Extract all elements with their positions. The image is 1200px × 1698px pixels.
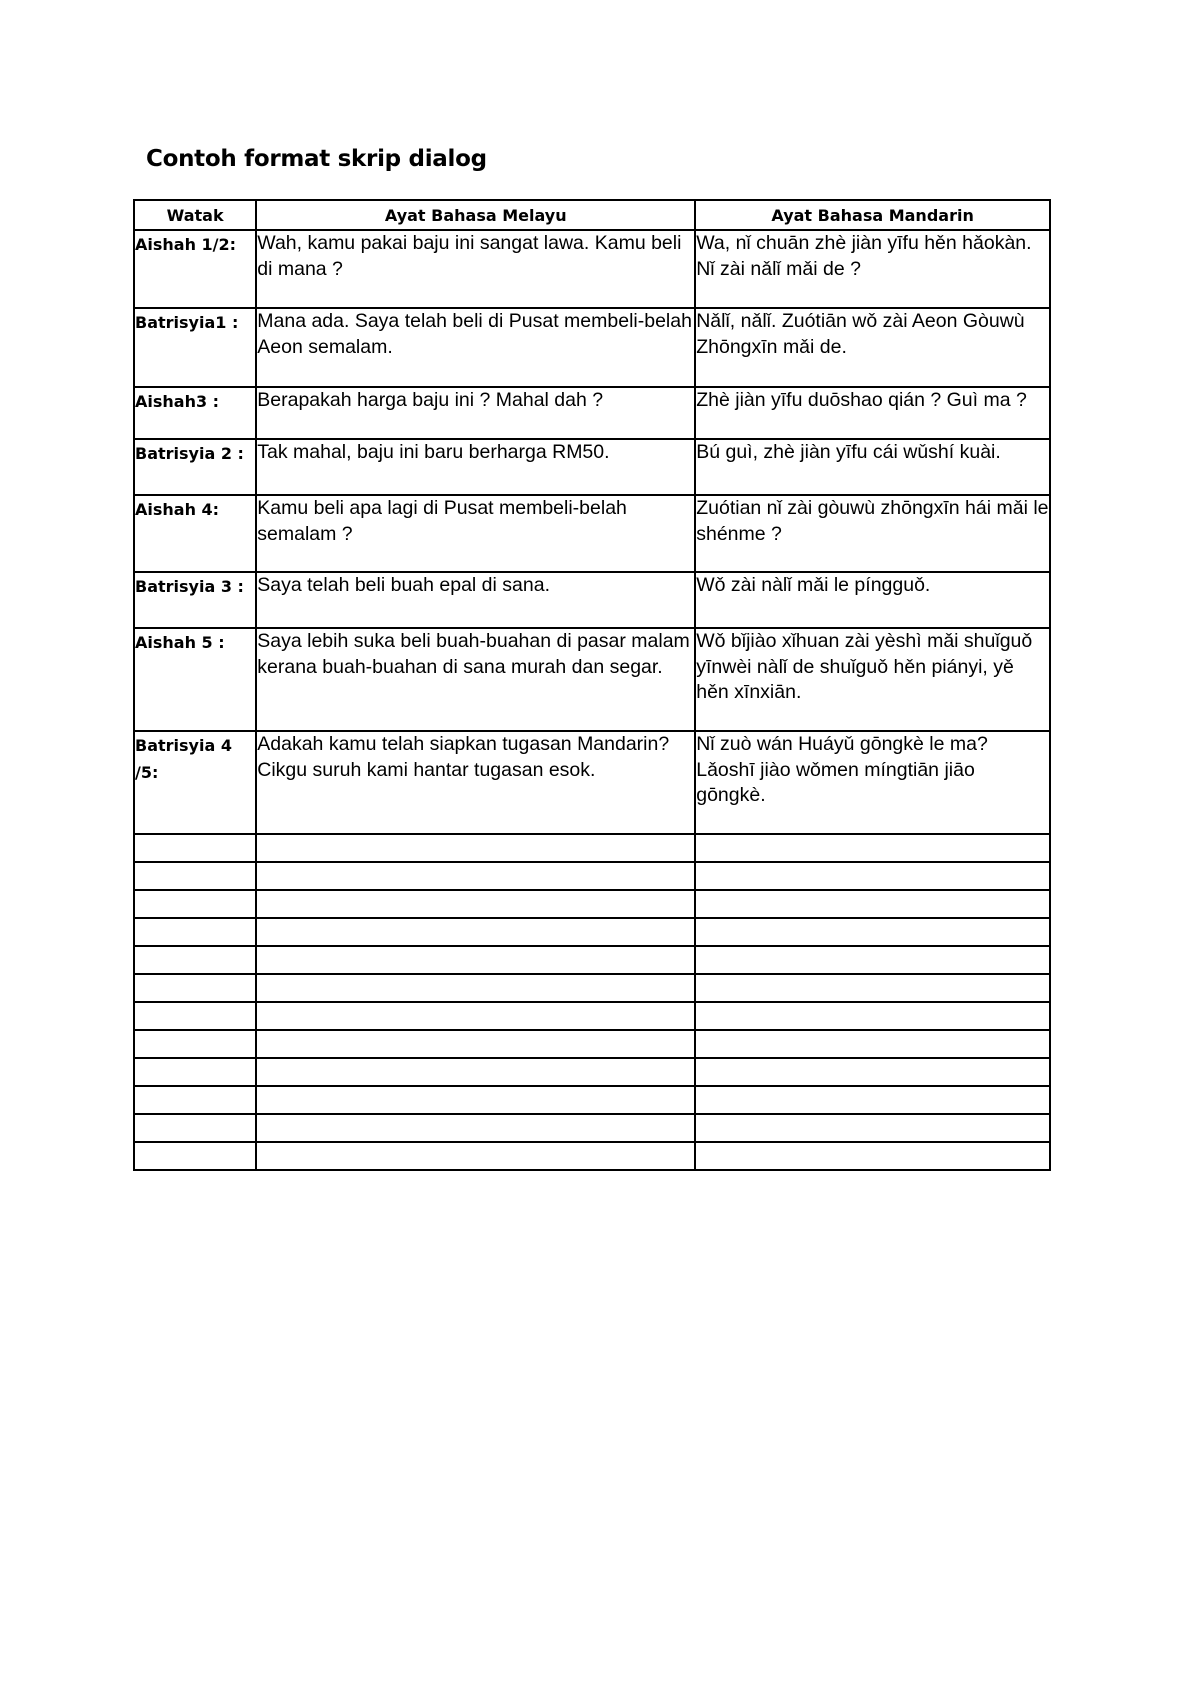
empty-cell [695, 1058, 1050, 1086]
empty-table-row [134, 1058, 1050, 1086]
empty-cell [134, 1030, 256, 1058]
empty-cell [256, 834, 695, 862]
melayu-cell: Kamu beli apa lagi di Pusat membeli-belah semalam ? [256, 495, 695, 572]
empty-cell [695, 1030, 1050, 1058]
empty-cell [256, 918, 695, 946]
table-row [134, 439, 1050, 495]
empty-table-row [134, 918, 1050, 946]
header-mandarin: Ayat Bahasa Mandarin [695, 200, 1050, 230]
empty-cell [134, 946, 256, 974]
empty-cell [695, 1002, 1050, 1030]
empty-cell [134, 862, 256, 890]
melayu-cell: Tak mahal, baju ini baru berharga RM50. [256, 439, 695, 495]
table-row [134, 495, 1050, 572]
empty-cell [695, 946, 1050, 974]
melayu-cell: Saya telah beli buah epal di sana. [256, 572, 695, 628]
header-melayu: Ayat Bahasa Melayu [256, 200, 695, 230]
empty-cell [134, 974, 256, 1002]
melayu-cell: Wah, kamu pakai baju ini sangat lawa. Kamu beli di mana ? [256, 230, 695, 308]
speaker-cell: Aishah 5 : [134, 628, 256, 731]
speaker-cell: Batrisyia 3 : [134, 572, 256, 628]
empty-table-row [134, 974, 1050, 1002]
empty-table-row [134, 946, 1050, 974]
empty-table-row [134, 1086, 1050, 1114]
empty-cell [134, 1086, 256, 1114]
mandarin-cell: Wǒ bǐjiào xǐhuan zài yèshì mǎi shuǐguǒ yīnwèi nàlǐ de shuǐguǒ hěn piányi, yě hěn xīnxiān. [695, 628, 1050, 731]
empty-cell [256, 1142, 695, 1170]
empty-cell [256, 890, 695, 918]
empty-cell [256, 1086, 695, 1114]
mandarin-cell: Wǒ zài nàlǐ mǎi le píngguǒ. [695, 572, 1050, 628]
table-row [134, 572, 1050, 628]
speaker-cell: Batrisyia 4 /5: [134, 731, 256, 834]
empty-cell [134, 1142, 256, 1170]
mandarin-cell: Zuótian nǐ zài gòuwù zhōngxīn hái mǎi le shénme ? [695, 495, 1050, 572]
speaker-cell: Aishah 1/2: [134, 230, 256, 308]
empty-cell [134, 1114, 256, 1142]
empty-cell [695, 1086, 1050, 1114]
empty-cell [695, 974, 1050, 1002]
header-watak: Watak [134, 200, 256, 230]
melayu-cell: Mana ada. Saya telah beli di Pusat membeli-belah Aeon semalam. [256, 308, 695, 387]
mandarin-cell: Zhè jiàn yīfu duōshao qián ? Guì ma ? [695, 387, 1050, 439]
page-title: Contoh format skrip dialog [146, 146, 487, 172]
empty-cell [134, 1002, 256, 1030]
dialog-script-table [133, 199, 1051, 1171]
speaker-cell: Batrisyia1 : [134, 308, 256, 387]
empty-cell [256, 1030, 695, 1058]
empty-cell [256, 862, 695, 890]
mandarin-cell: Bú guì, zhè jiàn yīfu cái wǔshí kuài. [695, 439, 1050, 495]
table-header-row [134, 200, 1050, 230]
empty-cell [695, 890, 1050, 918]
mandarin-cell: Nǎlǐ, nǎlǐ. Zuótiān wǒ zài Aeon Gòuwù Zhōngxīn mǎi de. [695, 308, 1050, 387]
empty-table-row [134, 890, 1050, 918]
empty-table-row [134, 834, 1050, 862]
empty-cell [695, 1114, 1050, 1142]
speaker-cell: Batrisyia 2 : [134, 439, 256, 495]
empty-cell [256, 1058, 695, 1086]
empty-table-row [134, 862, 1050, 890]
empty-cell [256, 974, 695, 1002]
empty-cell [695, 834, 1050, 862]
empty-cell [134, 890, 256, 918]
empty-cell [134, 918, 256, 946]
mandarin-cell: Nǐ zuò wán Huáyǔ gōngkè le ma? Lǎoshī jiào wǒmen míngtiān jiāo gōngkè. [695, 731, 1050, 834]
table-row [134, 308, 1050, 387]
empty-cell [256, 1002, 695, 1030]
empty-table-row [134, 1030, 1050, 1058]
empty-table-row [134, 1114, 1050, 1142]
empty-cell [695, 918, 1050, 946]
empty-cell [256, 1114, 695, 1142]
table-row [134, 628, 1050, 731]
empty-table-row [134, 1002, 1050, 1030]
empty-cell [695, 1142, 1050, 1170]
speaker-cell: Aishah3 : [134, 387, 256, 439]
speaker-cell: Aishah 4: [134, 495, 256, 572]
melayu-cell: Saya lebih suka beli buah-buahan di pasar malam kerana buah-buahan di sana murah dan segar. [256, 628, 695, 731]
empty-cell [134, 1058, 256, 1086]
table-row [134, 230, 1050, 308]
empty-cell [134, 834, 256, 862]
empty-table-row [134, 1142, 1050, 1170]
melayu-cell: Berapakah harga baju ini ? Mahal dah ? [256, 387, 695, 439]
empty-cell [695, 862, 1050, 890]
table-row [134, 731, 1050, 834]
mandarin-cell: Wa, nǐ chuān zhè jiàn yīfu hěn hǎokàn. Nǐ zài nǎlǐ mǎi de ? [695, 230, 1050, 308]
table-row [134, 387, 1050, 439]
melayu-cell: Adakah kamu telah siapkan tugasan Mandarin? Cikgu suruh kami hantar tugasan esok. [256, 731, 695, 834]
empty-cell [256, 946, 695, 974]
